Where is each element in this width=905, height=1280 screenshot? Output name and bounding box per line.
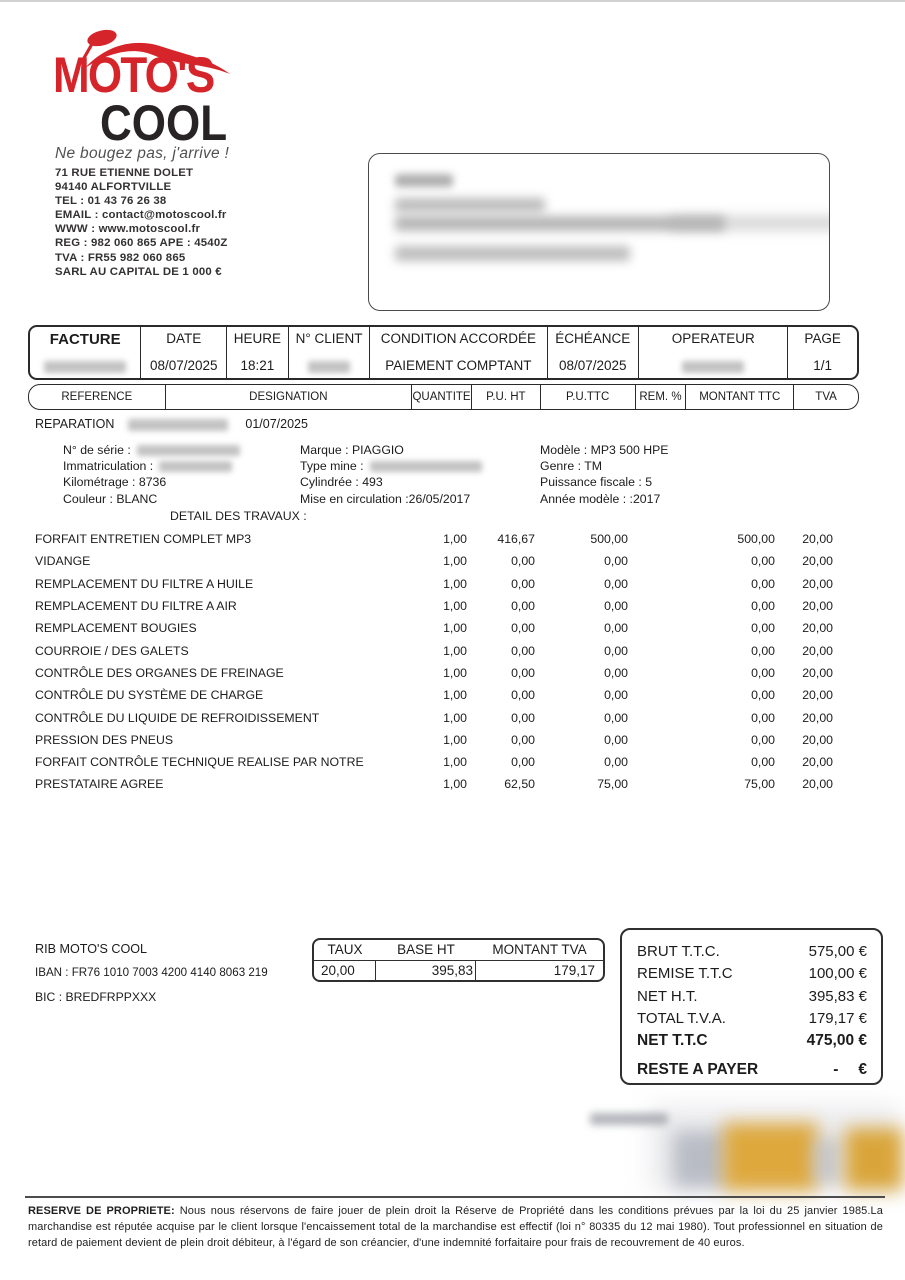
- item-unit-price-ttc: 75,00: [597, 777, 628, 792]
- totals-value: 475,00 €: [806, 1032, 867, 1050]
- item-designation: PRESSION DES PNEUS: [35, 732, 174, 747]
- table-row: [35, 751, 835, 773]
- item-quantity: 1,00: [443, 532, 467, 547]
- item-unit-price-ttc: 0,00: [604, 732, 628, 747]
- invoice-header-label: OPERATEUR: [671, 331, 755, 346]
- table-row: [35, 706, 835, 728]
- redacted-text: [44, 361, 126, 373]
- invoice-header-label: DATE: [166, 331, 202, 346]
- items-table: [35, 528, 835, 796]
- stamp-signature-area: [555, 1098, 900, 1195]
- invoice-header-value: PAIEMENT COMPTANT: [385, 358, 532, 373]
- invoice-header-label: ÉCHÉANCE: [555, 331, 631, 346]
- item-unit-price-ht: 62,50: [504, 777, 535, 792]
- redacted-stamp: [845, 1128, 903, 1190]
- repair-date: 01/07/2025: [245, 417, 308, 431]
- totals-label: BRUT T.T.C.: [637, 943, 720, 960]
- redacted-text: [370, 461, 482, 472]
- redacted-text: [395, 246, 630, 261]
- item-amount-ttc: 0,00: [751, 710, 775, 725]
- item-amount-ttc: 0,00: [751, 732, 775, 747]
- company-info-line: 94140 ALFORTVILLE: [55, 181, 172, 194]
- totals-label: REMISE T.T.C: [637, 965, 733, 983]
- redacted-text: [669, 216, 830, 230]
- vehicle-detail-text: Modèle : MP3 500 HPE: [540, 443, 669, 457]
- balance-due-dash: -: [833, 1061, 839, 1079]
- item-vat-rate: 20,00: [802, 688, 833, 703]
- totals-label: TOTAL T.V.A.: [637, 1009, 726, 1027]
- vehicle-detail-text: Couleur : BLANC: [63, 491, 158, 506]
- totals-label: NET H.T.: [637, 987, 698, 1005]
- vat-table-values: [314, 961, 603, 981]
- item-unit-price-ttc: 0,00: [604, 621, 628, 636]
- item-quantity: 1,00: [443, 755, 467, 770]
- item-vat-rate: 20,00: [802, 554, 833, 569]
- item-quantity: 1,00: [443, 554, 467, 569]
- item-amount-ttc: 0,00: [751, 554, 775, 569]
- invoice-header-label: N° CLIENT: [295, 331, 363, 346]
- item-unit-price-ht: 0,00: [511, 665, 535, 680]
- item-amount-ttc: 0,00: [751, 643, 775, 658]
- company-info-line: REG : 982 060 865 APE : 4540Z: [55, 237, 228, 250]
- vehicle-details-column-3: [540, 442, 669, 507]
- item-designation: REMPLACEMENT DU FILTRE A AIR: [35, 599, 237, 614]
- item-vat-rate: 20,00: [802, 755, 833, 770]
- vehicle-detail-text: N° de série :: [63, 443, 131, 457]
- brand-name-motos: MOTO'S: [53, 47, 214, 103]
- item-designation: FORFAIT CONTRÔLE TECHNIQUE REALISE PAR NOTRE: [35, 755, 364, 770]
- item-quantity: 1,00: [443, 665, 467, 680]
- repair-label: REPARATION: [35, 417, 115, 431]
- balance-due-row: [637, 1061, 867, 1079]
- vehicle-detail-text: Kilométrage : 8736: [63, 475, 167, 490]
- vat-header-montant-tva: MONTANT TVA: [492, 942, 587, 958]
- scan-artifact-line: [0, 0, 905, 2]
- invoice-header-cell: [370, 327, 547, 378]
- invoice-header-cell: [788, 327, 857, 378]
- item-amount-ttc: 0,00: [751, 688, 775, 703]
- item-unit-price-ttc: 0,00: [604, 665, 628, 680]
- item-amount-ttc: 0,00: [751, 599, 775, 614]
- footer-divider: [25, 1196, 885, 1198]
- totals-value: 575,00 €: [808, 943, 867, 960]
- item-vat-rate: 20,00: [802, 643, 833, 658]
- rib-title: RIB MOTO'S COOL: [35, 942, 148, 956]
- item-unit-price-ht: 416,67: [497, 532, 535, 547]
- items-column-label: QUANTITE: [412, 385, 472, 409]
- redacted-text: [395, 174, 453, 187]
- item-quantity: 1,00: [443, 777, 467, 792]
- invoice-header-value: 18:21: [240, 358, 275, 373]
- item-unit-price-ht: 0,00: [511, 732, 535, 747]
- totals-row: [637, 1030, 867, 1052]
- redacted-stamp: [723, 1123, 818, 1191]
- items-column-label: P.U.TTC: [541, 385, 636, 409]
- item-vat-rate: 20,00: [802, 532, 833, 547]
- item-quantity: 1,00: [443, 710, 467, 725]
- vat-table-header: [314, 940, 603, 961]
- item-quantity: 1,00: [443, 599, 467, 614]
- item-amount-ttc: 0,00: [751, 665, 775, 680]
- legal-notice: [28, 1204, 883, 1251]
- company-info-line: 71 RUE ETIENNE DOLET: [55, 167, 194, 179]
- redacted-text: [159, 461, 232, 472]
- redacted-text: [137, 445, 240, 456]
- vehicle-detail-line: [300, 458, 482, 474]
- company-info-block: [55, 166, 228, 279]
- vat-rate-value: 20,00: [314, 961, 376, 981]
- item-unit-price-ttc: 500,00: [590, 532, 628, 547]
- item-designation: PRESTATAIRE AGREE: [35, 777, 164, 792]
- redacted-stamp: [813, 1138, 841, 1184]
- item-unit-price-ttc: 0,00: [604, 688, 628, 703]
- item-unit-price-ht: 0,00: [511, 576, 535, 591]
- item-vat-rate: 20,00: [802, 599, 833, 614]
- item-unit-price-ht: 0,00: [511, 643, 535, 658]
- redacted-text: [308, 361, 350, 373]
- company-info-line: SARL AU CAPITAL DE 1 000 €: [55, 265, 222, 278]
- invoice-header-table: [28, 325, 859, 380]
- table-row: [35, 528, 835, 550]
- item-quantity: 1,00: [443, 688, 467, 703]
- item-designation: REMPLACEMENT DU FILTRE A HUILE: [35, 576, 254, 591]
- vat-header-taux: TAUX: [327, 942, 363, 958]
- items-column-label: MONTANT TTC: [686, 385, 794, 409]
- vehicle-detail-line: [300, 442, 482, 458]
- totals-rows: [637, 941, 867, 1052]
- items-column-label: REFERENCE: [29, 385, 166, 409]
- bic-line: BIC : BREDFRPPXXX: [35, 990, 157, 1004]
- items-column-label: DESIGNATION: [166, 385, 412, 409]
- vehicle-detail-text: Type mine :: [300, 459, 364, 474]
- company-info-line: TVA : FR55 982 060 865: [55, 251, 186, 264]
- totals-value: 395,83 €: [808, 987, 867, 1005]
- company-info-line: TEL : 01 43 76 26 38: [55, 195, 167, 208]
- item-designation: CONTRÔLE DU LIQUIDE DE REFROIDISSEMENT: [35, 710, 320, 725]
- item-unit-price-ht: 0,00: [511, 621, 535, 636]
- legal-notice-text: Nous nous réservons de faire jouer de plein droit la Réserve de Propriété dans les conditions prévues par la loi du 25 janvier 1985.La marchandise est réputée acquise par le client lorsque l'encaissement total de la marchandise est effectif (loi n° 80335 du 12 mai 1980). Tout professionnel en situation de retard de paiement devient de plein droit débiteur, à l'égard de son créancier, d'une indemnité forfaitaire pour frais de recouvrement de 40 euros.: [28, 1205, 883, 1249]
- totals-box: [620, 928, 883, 1085]
- totals-label: NET T.T.C: [637, 1032, 708, 1050]
- vehicle-detail-text: Puissance fiscale : 5: [540, 475, 653, 490]
- vehicle-detail-line: [63, 474, 240, 490]
- table-row: [35, 617, 835, 639]
- totals-row: [637, 941, 867, 963]
- invoice-header-cell: [141, 327, 227, 378]
- vehicle-detail-line: [540, 474, 669, 490]
- vat-summary-table: [312, 938, 605, 982]
- invoice-header-cell: [548, 327, 640, 378]
- totals-row: [637, 1008, 867, 1030]
- vehicle-detail-line: [63, 442, 240, 458]
- totals-value: 179,17 €: [808, 1009, 867, 1027]
- item-unit-price-ht: 0,00: [511, 688, 535, 703]
- invoice-header-value: 08/07/2025: [558, 358, 627, 373]
- table-row: [35, 729, 835, 751]
- invoice-header-label: FACTURE: [49, 331, 121, 348]
- table-row: [35, 573, 835, 595]
- item-unit-price-ht: 0,00: [511, 710, 535, 725]
- item-designation: FORFAIT ENTRETIEN COMPLET MP3: [35, 532, 252, 547]
- repair-reference-line: [35, 417, 308, 431]
- vehicle-detail-line: [300, 474, 482, 490]
- vehicle-detail-line: [540, 491, 669, 507]
- invoice-header-value: 1/1: [813, 358, 833, 373]
- totals-value: 100,00 €: [808, 965, 867, 983]
- item-designation: REMPLACEMENT BOUGIES: [35, 621, 197, 636]
- totals-row: [637, 963, 867, 985]
- items-column-header: [28, 384, 859, 410]
- invoice-header-label: HEURE: [233, 331, 282, 346]
- item-amount-ttc: 0,00: [751, 621, 775, 636]
- table-row: [35, 595, 835, 617]
- vehicle-detail-text: Cylindrée : 493: [300, 475, 383, 490]
- table-row: [35, 684, 835, 706]
- item-unit-price-ht: 0,00: [511, 755, 535, 770]
- invoice-header-label: PAGE: [804, 331, 841, 346]
- item-amount-ttc: 500,00: [737, 532, 775, 547]
- item-unit-price-ttc: 0,00: [604, 554, 628, 569]
- item-vat-rate: 20,00: [802, 732, 833, 747]
- vehicle-detail-text: Genre : TM: [540, 459, 602, 474]
- customer-address-box: [368, 153, 830, 311]
- table-row: [35, 662, 835, 684]
- balance-due-value: [833, 1061, 867, 1079]
- table-row: [35, 550, 835, 572]
- vehicle-details-column-2: [300, 442, 482, 507]
- item-designation: CONTRÔLE DU SYSTÈME DE CHARGE: [35, 688, 264, 703]
- item-unit-price-ttc: 0,00: [604, 599, 628, 614]
- table-row: [35, 773, 835, 795]
- vat-amount-value: 179,17: [553, 962, 595, 978]
- item-unit-price-ht: 0,00: [511, 554, 535, 569]
- redacted-text: [682, 361, 744, 373]
- item-unit-price-ttc: 0,00: [604, 755, 628, 770]
- invoice-header-cell: [289, 327, 371, 378]
- item-designation: CONTRÔLE DES ORGANES DE FREINAGE: [35, 665, 284, 680]
- invoice-header-value: 08/07/2025: [149, 358, 218, 373]
- brand-tagline: Ne bougez pas, j'arrive !: [55, 145, 230, 162]
- vehicle-detail-line: [300, 491, 482, 507]
- balance-due-currency: €: [858, 1061, 867, 1079]
- item-unit-price-ht: 0,00: [511, 599, 535, 614]
- item-quantity: 1,00: [443, 576, 467, 591]
- invoice-header-cell: [639, 327, 788, 378]
- work-detail-heading: DETAIL DES TRAVAUX :: [170, 509, 307, 523]
- brand-name-cool: COOL: [100, 95, 228, 151]
- item-designation: VIDANGE: [35, 554, 91, 569]
- item-amount-ttc: 0,00: [751, 576, 775, 591]
- vehicle-detail-line: [63, 491, 240, 507]
- item-unit-price-ttc: 0,00: [604, 710, 628, 725]
- item-vat-rate: 20,00: [802, 710, 833, 725]
- item-designation: COURROIE / DES GALETS: [35, 643, 189, 658]
- invoice-header-cell: [30, 327, 141, 378]
- items-column-label: TVA: [815, 391, 837, 403]
- company-info-line: EMAIL : contact@motoscool.fr: [55, 209, 227, 222]
- vehicle-detail-text: Immatriculation :: [63, 459, 154, 474]
- item-unit-price-ttc: 0,00: [604, 643, 628, 658]
- item-unit-price-ttc: 0,00: [604, 576, 628, 591]
- balance-due-label: RESTE A PAYER: [637, 1061, 759, 1079]
- items-column-label: REM. %: [636, 385, 687, 409]
- vehicle-detail-line: [63, 458, 240, 474]
- item-amount-ttc: 75,00: [744, 777, 775, 792]
- item-vat-rate: 20,00: [802, 665, 833, 680]
- item-quantity: 1,00: [443, 643, 467, 658]
- item-vat-rate: 20,00: [802, 621, 833, 636]
- vat-header-base-ht: BASE HT: [397, 942, 455, 958]
- totals-row: [637, 986, 867, 1008]
- item-vat-rate: 20,00: [802, 777, 833, 792]
- redacted-text: [590, 1113, 668, 1125]
- vehicle-detail-text: Mise en circulation :26/05/2017: [300, 491, 471, 506]
- iban-line: IBAN : FR76 1010 7003 4200 4140 8063 219: [35, 966, 268, 979]
- item-quantity: 1,00: [443, 621, 467, 636]
- legal-notice-title: RESERVE DE PROPRIETE:: [28, 1205, 175, 1217]
- company-info-line: WWW : www.motoscool.fr: [55, 223, 201, 236]
- redacted-text: [128, 419, 228, 431]
- item-quantity: 1,00: [443, 732, 467, 747]
- vehicle-detail-line: [540, 458, 669, 474]
- item-vat-rate: 20,00: [802, 576, 833, 591]
- invoice-header-cell: [227, 327, 289, 378]
- vat-base-value: 395,83: [376, 961, 476, 981]
- redacted-stamp: [673, 1131, 728, 1188]
- vehicle-detail-text: Marque : PIAGGIO: [300, 443, 404, 457]
- redacted-text: [395, 198, 545, 212]
- table-row: [35, 639, 835, 661]
- vehicle-details-column-1: [63, 442, 240, 507]
- vehicle-detail-line: [540, 442, 669, 458]
- item-amount-ttc: 0,00: [751, 755, 775, 770]
- invoice-header-label: CONDITION ACCORDÉE: [380, 331, 537, 346]
- vehicle-detail-text: Année modèle : :2017: [540, 491, 661, 506]
- items-column-label: P.U. HT: [472, 385, 541, 409]
